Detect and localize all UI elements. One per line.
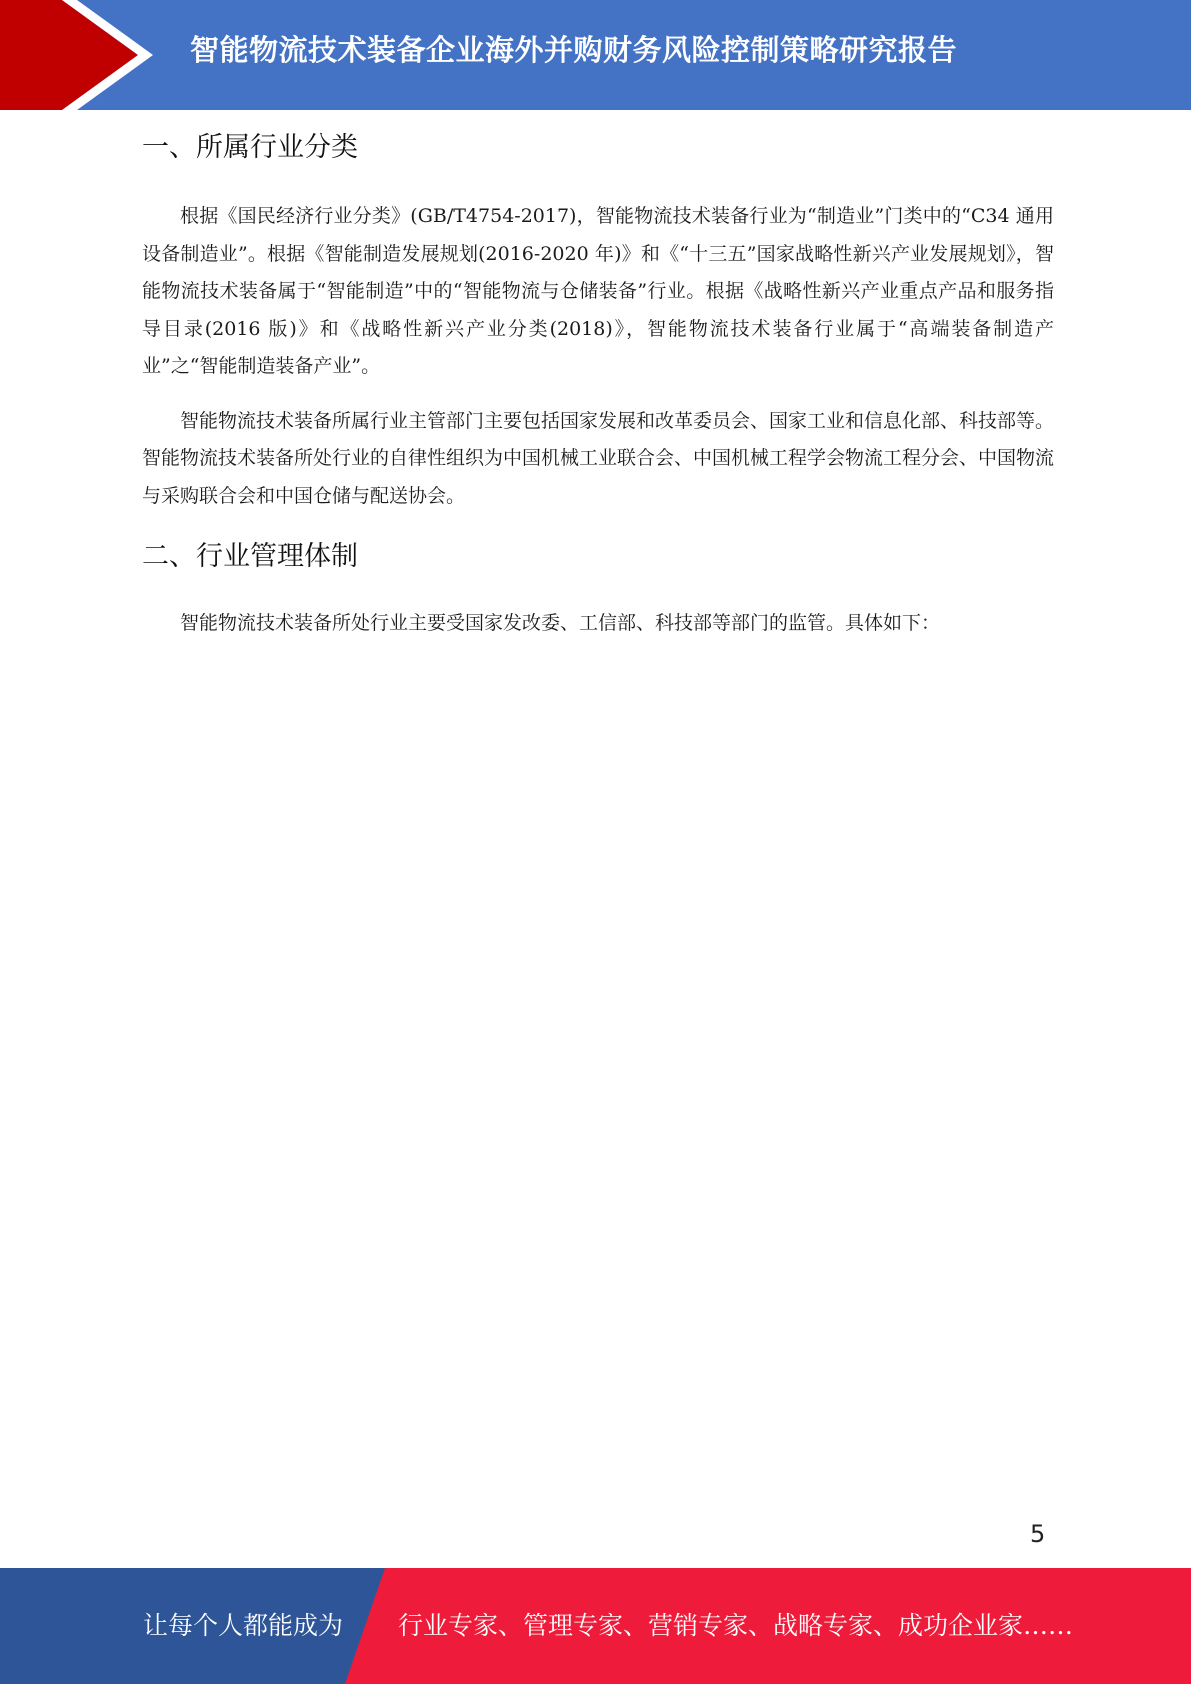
section-heading-industry-classification: 一、所属行业分类 — [142, 132, 358, 163]
document-body — [142, 128, 1054, 643]
report-title: 智能物流技术装备企业海外并购财务风险控制策略研究报告 — [190, 33, 958, 67]
page-number: 5 — [1030, 1520, 1046, 1548]
paragraph-regulatory-authorities: 智能物流技术装备所属行业主管部门主要包括国家发展和改革委员会、国家工业和信息化部、科技部等。智能物流技术装备所处行业的自律性组织为中国机械工业联合会、中国机械工程学会物流工程分会、中国物流与采购联合会和中国仓储与配送协会。 — [142, 409, 1055, 507]
footer-banner — [0, 1568, 1191, 1684]
paragraph-supervision: 智能物流技术装备所处行业主要受国家发改委、工信部、科技部等部门的监管。具体如下： — [180, 612, 941, 634]
footer-slogan-right: 行业专家、管理专家、营销专家、战略专家、成功企业家…… — [398, 1611, 1074, 1640]
header-chevron-decoration — [0, 0, 160, 110]
paragraph-industry-classification: 根据《国民经济行业分类》(GB/T4754-2017)，智能物流技术装备行业为“制造业”门类中的“C34 通用设备制造业”。根据《智能制造发展规划(2016-2020 年)》和《“十三五”国家战略性新兴产业发展规划》，智能物流技术装备属于“智能制造”中的“智能物流与仓储装备”行业。根据《战略性新兴产业重点产品和服务指导目录(2016 版)》和《战略性新兴产业分类(2018)》，智能物流技术装备行业属于“高端装备制造产业”之“智能制造装备产业”。 — [142, 205, 1054, 377]
footer-slogan-left: 让每个人都能成为 — [143, 1611, 344, 1640]
header-banner — [0, 0, 1191, 110]
section-heading-management-system: 二、行业管理体制 — [142, 541, 358, 572]
